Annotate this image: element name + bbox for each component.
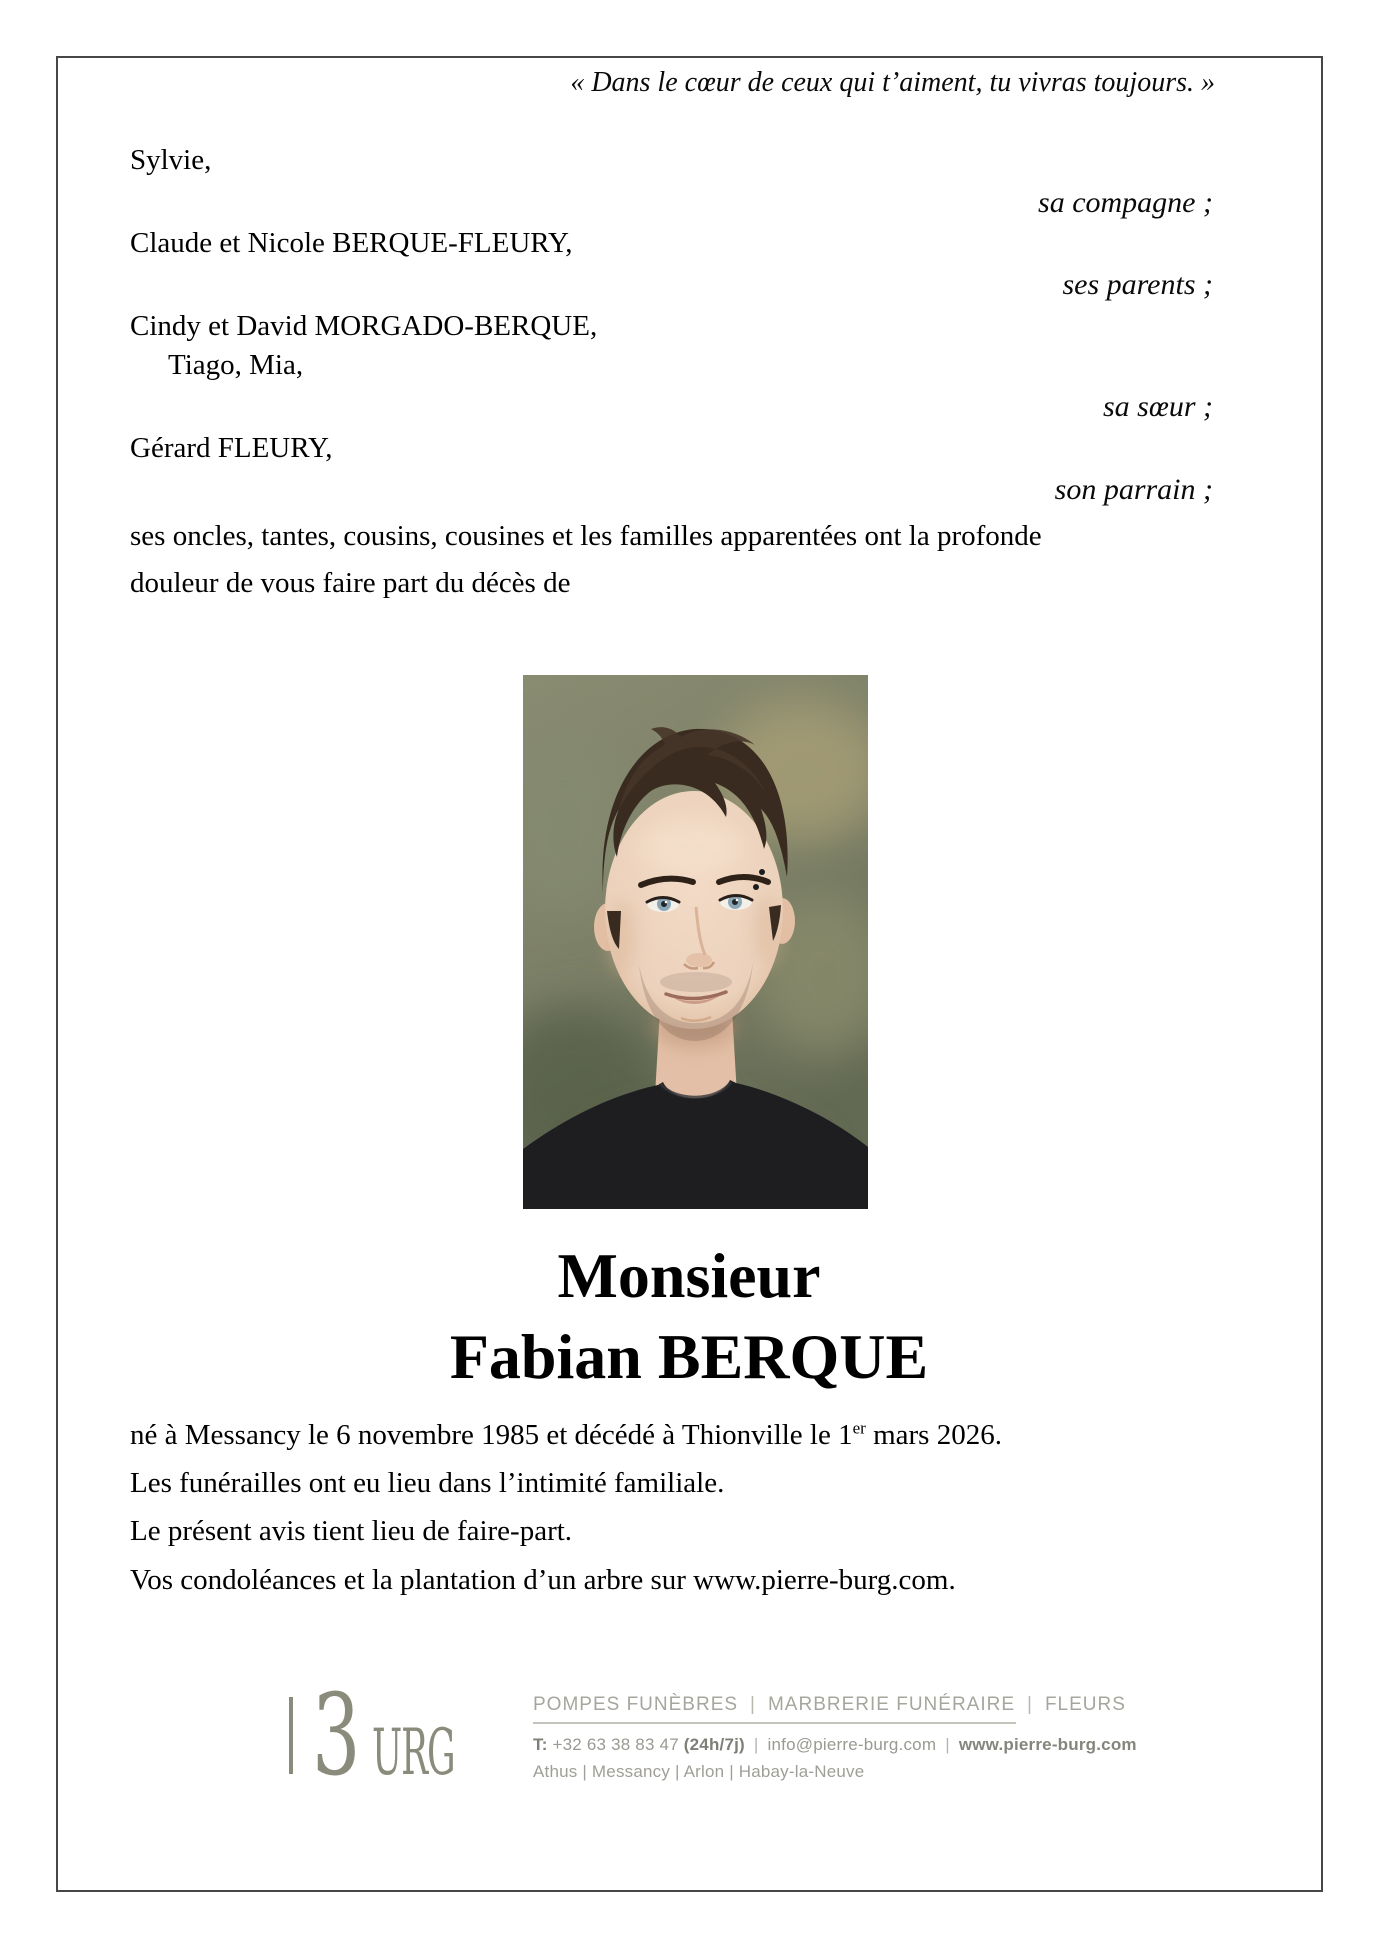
condolences-line: Vos condoléances et la plantation d’un arbre sur www.pierre-burg.com. [130,1564,956,1596]
relative-name-children: Tiago, Mia, [168,349,304,381]
service-pompes: POMPES FUNÈBRES [533,1694,739,1715]
relation-label-soeur: sa sœur ; [1102,390,1213,423]
intro-paragraph-line2: douleur de vous faire part du décès de [130,567,571,599]
footer-cities-line: Athus | Messancy | Arlon | Habay-la-Neuve [533,1762,865,1781]
relation-label-compagne: sa compagne ; [1038,186,1213,219]
relative-name-gerard: Gérard FLEURY, [130,432,333,464]
avis-line: Le présent avis tient lieu de faire-part. [130,1515,573,1547]
relation-label-parrain: son parrain ; [1054,473,1213,506]
birth-death-line [130,1418,1002,1453]
contact-separator: | [753,1735,759,1754]
footer-divider-rule [533,1722,1016,1724]
funeral-services-tagline [533,1694,1126,1716]
ordinal-superscript: er [852,1418,866,1438]
birth-death-text: né à Messancy le 6 novembre 1985 et décédé à Thionville le 1 [130,1419,853,1451]
memorial-quote: « Dans le cœur de ceux qui t’aiment, tu vivras toujours. » [570,67,1215,98]
burg-logo-b-glyph: 3 [312,1671,361,1801]
portrait-illustration [523,675,868,1209]
relative-name-cindy-david: Cindy et David MORGADO-BERQUE, [130,310,598,342]
tagline-separator: | [750,1694,756,1715]
birth-death-text-end: mars 2026. [865,1419,1002,1451]
tagline-separator: | [1027,1694,1033,1715]
burg-logo-urg: URG [372,1716,455,1790]
service-marbrerie: MARBRERIE FUNÉRAIRE [767,1694,1016,1715]
deceased-title-block [0,1235,1378,1397]
contact-separator: | [945,1735,950,1754]
phone-hours: (24h/7j) [683,1735,745,1754]
relative-name-claude-nicole: Claude et Nicole BERQUE-FLEURY, [130,227,573,259]
portrait-photo [523,675,868,1209]
phone-number: +32 63 38 83 47 [547,1735,684,1754]
service-fleurs: FLEURS [1044,1694,1126,1715]
deceased-name: Fabian BERQUE [449,1321,929,1392]
funeral-line: Les funérailles ont eu lieu dans l’intimité familiale. [130,1467,725,1499]
intro-paragraph-line1: ses oncles, tantes, cousins, cousines et les familles apparentées ont la profonde [130,520,1042,552]
footer-contact-line [533,1735,1137,1755]
phone-label: T: [533,1735,548,1754]
email-address: info@pierre-burg.com [767,1735,937,1754]
deceased-civility: Monsieur [557,1240,821,1311]
relation-label-parents: ses parents ; [1062,268,1213,301]
relative-name-sylvie: Sylvie, [130,144,212,176]
website-url: www.pierre-burg.com [958,1735,1137,1754]
burg-logo-stem [289,1697,293,1774]
